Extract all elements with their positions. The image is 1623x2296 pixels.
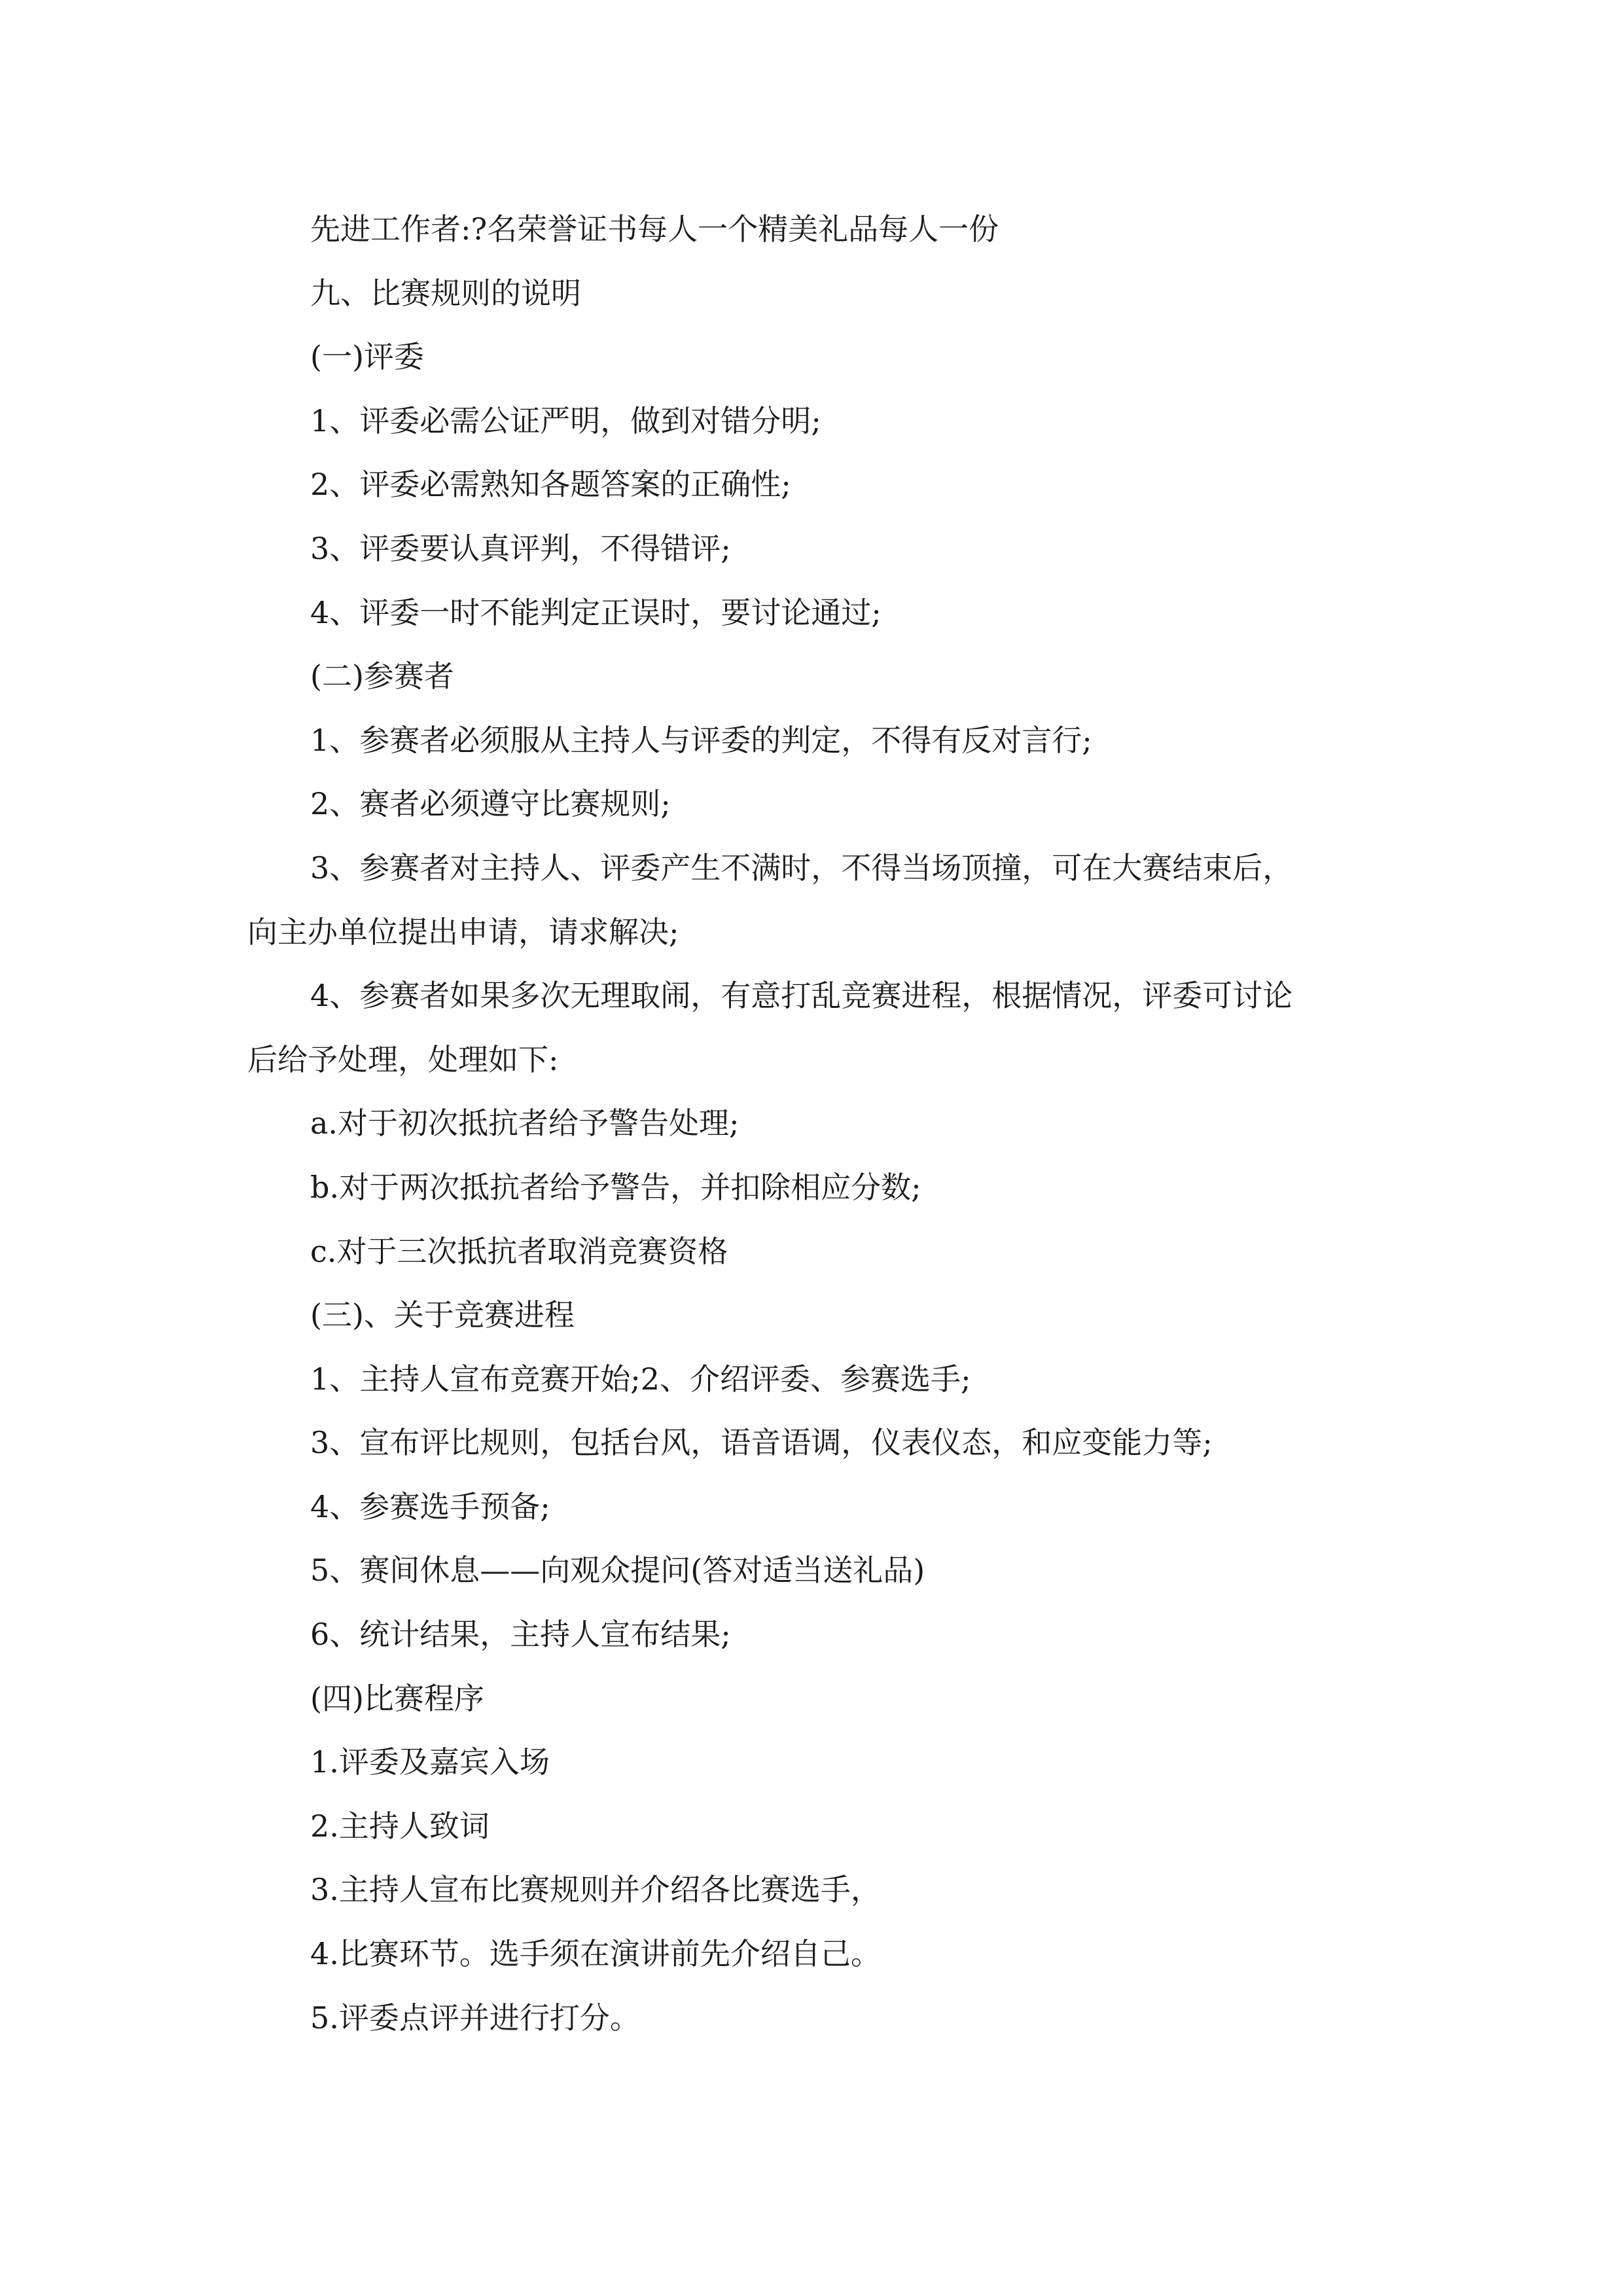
subsection-heading: (二)参赛者 bbox=[310, 658, 454, 694]
list-item: 4、参赛选手预备; bbox=[310, 1488, 550, 1524]
list-item: c.对于三次抵抗者取消竞赛资格 bbox=[310, 1233, 728, 1269]
list-item: 4、参赛者如果多次无理取闹，有意打乱竞赛进程，根据情况，评委可讨论 bbox=[310, 978, 1293, 1014]
list-item-continuation: 向主办单位提出申请，请求解决; bbox=[247, 914, 679, 950]
list-item: 2、赛者必须遵守比赛规则; bbox=[310, 786, 671, 822]
list-item: 1.评委及嘉宾入场 bbox=[310, 1744, 550, 1780]
list-item-continuation: 后给予处理，处理如下: bbox=[247, 1041, 559, 1077]
section-heading: 九、比赛规则的说明 bbox=[310, 275, 581, 311]
subsection-heading: (一)评委 bbox=[310, 339, 424, 375]
text-line: 先进工作者:?名荣誉证书每人一个精美礼品每人一份 bbox=[310, 211, 999, 247]
list-item: 5、赛间休息——向观众提问(答对适当送礼品) bbox=[310, 1552, 925, 1588]
list-item: a.对于初次抵抗者给予警告处理; bbox=[310, 1105, 740, 1141]
list-item: 3、评委要认真评判，不得错评; bbox=[310, 530, 731, 566]
list-item: 3.主持人宣布比赛规则并介绍各比赛选手， bbox=[310, 1872, 881, 1908]
list-item: 4、评委一时不能判定正误时，要讨论通过; bbox=[310, 594, 882, 630]
list-item: 4.比赛环节。选手须在演讲前先介绍自己。 bbox=[310, 1936, 881, 1972]
list-item: 1、评委必需公证严明，做到对错分明; bbox=[310, 403, 821, 439]
list-item: 1、参赛者必须服从主持人与评委的判定，不得有反对言行; bbox=[310, 722, 1092, 758]
list-item: 6、统计结果，主持人宣布结果; bbox=[310, 1617, 731, 1653]
list-item: b.对于两次抵抗者给予警告，并扣除相应分数; bbox=[310, 1169, 921, 1205]
list-item: 2.主持人致词 bbox=[310, 1808, 490, 1844]
document-body bbox=[247, 198, 1387, 2050]
list-item: 1、主持人宣布竞赛开始;2、介绍评委、参赛选手; bbox=[310, 1361, 971, 1397]
list-item: 3、参赛者对主持人、评委产生不满时，不得当场顶撞，可在大赛结束后， bbox=[310, 850, 1293, 886]
subsection-heading: (四)比赛程序 bbox=[310, 1680, 484, 1716]
list-item: 3、宣布评比规则，包括台风，语音语调，仪表仪态，和应变能力等; bbox=[310, 1425, 1213, 1461]
list-item: 2、评委必需熟知各题答案的正确性; bbox=[310, 467, 791, 503]
subsection-heading: (三)、关于竞赛进程 bbox=[310, 1297, 575, 1333]
list-item: 5.评委点评并进行打分。 bbox=[310, 2000, 640, 2036]
